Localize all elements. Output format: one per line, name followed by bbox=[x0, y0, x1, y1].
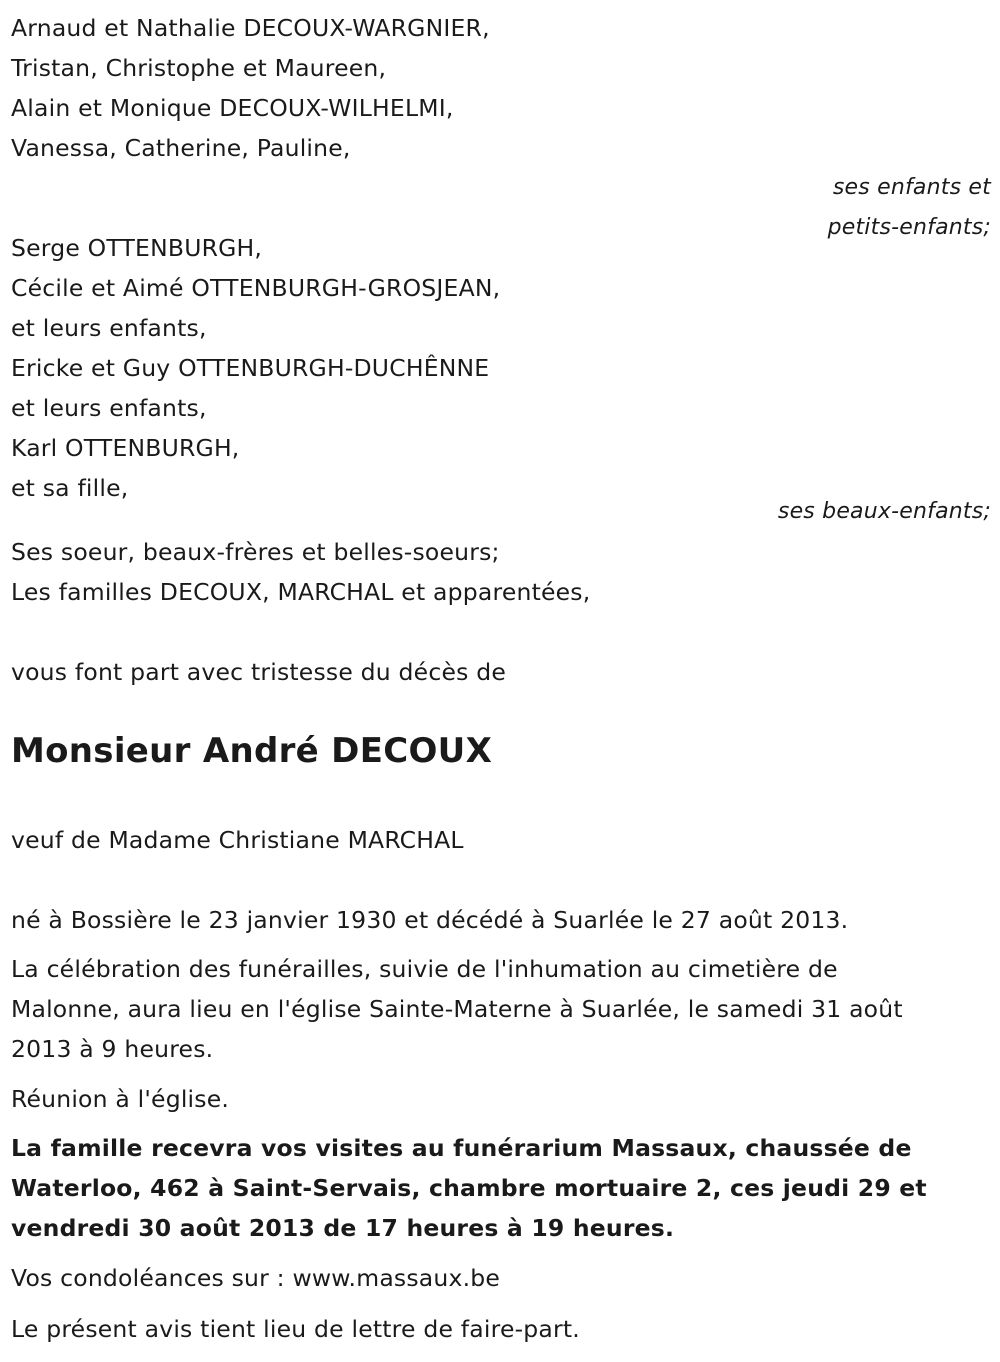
funeral-line: Malonne, aura lieu en l'église Sainte-Materne à Suarlée, le samedi 31 août bbox=[11, 995, 903, 1023]
widower-block bbox=[11, 820, 991, 860]
notice-text: Le présent avis tient lieu de lettre de faire-part. bbox=[11, 1315, 580, 1343]
condolences-block bbox=[11, 1258, 991, 1298]
family-line: Ses soeur, beaux-frères et belles-soeurs; bbox=[11, 538, 500, 566]
visits-block bbox=[11, 1128, 991, 1248]
birth-death-block bbox=[11, 900, 991, 940]
family-line: Vanessa, Catherine, Pauline, bbox=[11, 134, 351, 162]
meeting-block bbox=[11, 1079, 991, 1119]
role-label: ses beaux-enfants; bbox=[777, 499, 991, 524]
visits-line: vendredi 30 août 2013 de 17 heures à 19 heures. bbox=[11, 1214, 675, 1242]
family-line: et leurs enfants, bbox=[11, 314, 207, 342]
family-line: Ericke et Guy OTTENBURGH-DUCHÊNNE bbox=[11, 354, 490, 382]
birth-death-text: né à Bossière le 23 janvier 1930 et décédé à Suarlée le 27 août 2013. bbox=[11, 906, 849, 934]
visits-line: Waterloo, 462 à Saint-Servais, chambre mortuaire 2, ces jeudi 29 et bbox=[11, 1174, 927, 1202]
family-line: Cécile et Aimé OTTENBURGH-GROSJEAN, bbox=[11, 274, 501, 302]
funeral-line: La célébration des funérailles, suivie de l'inhumation au cimetière de bbox=[11, 955, 838, 983]
deceased-name: Monsieur André DECOUX bbox=[11, 731, 493, 771]
announcement bbox=[11, 652, 991, 692]
family-line: Karl OTTENBURGH, bbox=[11, 434, 240, 462]
role-label: ses enfants et bbox=[832, 175, 991, 200]
deceased-block bbox=[11, 729, 991, 773]
family-line: Serge OTTENBURGH, bbox=[11, 234, 263, 262]
announcement-text: vous font part avec tristesse du décès de bbox=[11, 658, 506, 686]
family-line: et leurs enfants, bbox=[11, 394, 207, 422]
condolences-text: Vos condoléances sur : www.massaux.be bbox=[11, 1264, 501, 1292]
funeral-line: 2013 à 9 heures. bbox=[11, 1035, 214, 1063]
stepchildren-block bbox=[11, 228, 991, 532]
family-line: Tristan, Christophe et Maureen, bbox=[11, 54, 387, 82]
role-label: petits-enfants; bbox=[827, 215, 991, 240]
family-line: Arnaud et Nathalie DECOUX-WARGNIER, bbox=[11, 14, 490, 42]
children-block bbox=[11, 8, 991, 248]
notice-block bbox=[11, 1309, 991, 1349]
family-line: et sa fille, bbox=[11, 474, 129, 502]
family-line: Alain et Monique DECOUX-WILHELMI, bbox=[11, 94, 454, 122]
meeting-text: Réunion à l'église. bbox=[11, 1085, 230, 1113]
funeral-block bbox=[11, 949, 991, 1069]
visits-line: La famille recevra vos visites au funérarium Massaux, chaussée de bbox=[11, 1134, 912, 1162]
family-block bbox=[11, 532, 991, 612]
widower-text: veuf de Madame Christiane MARCHAL bbox=[11, 826, 464, 854]
family-line: Les familles DECOUX, MARCHAL et apparentées, bbox=[11, 578, 591, 606]
